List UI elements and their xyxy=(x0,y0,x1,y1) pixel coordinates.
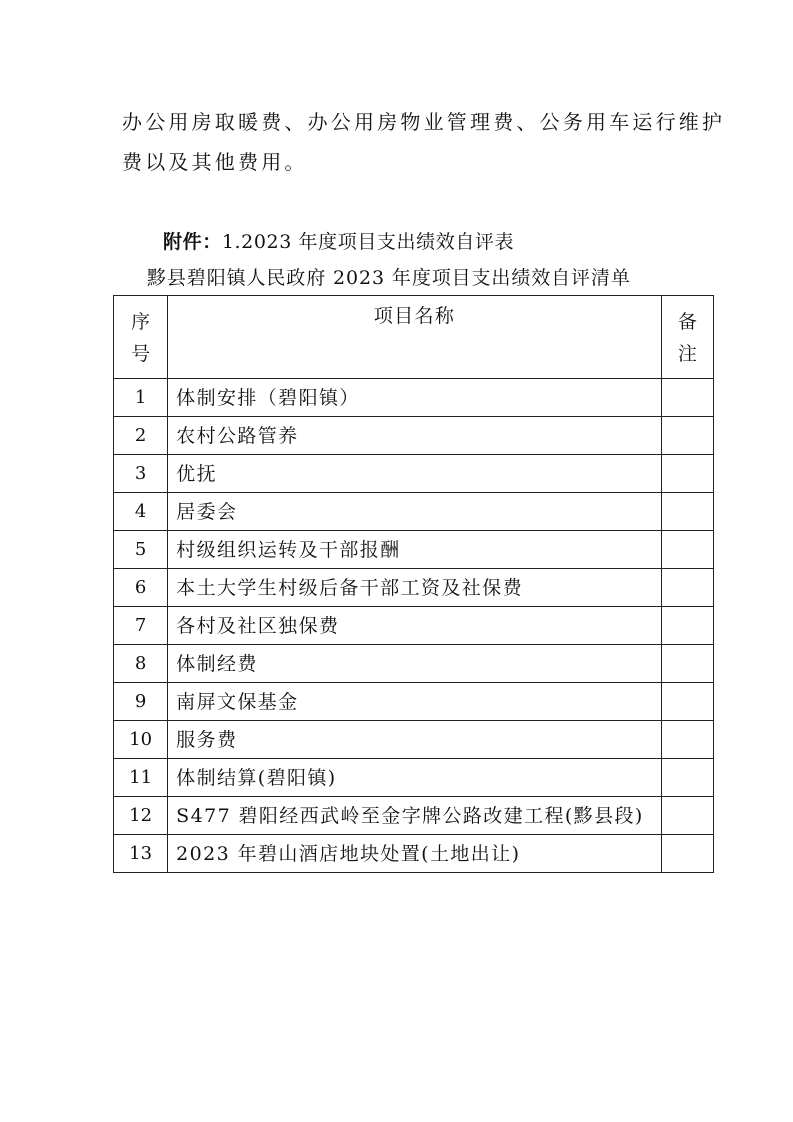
header-note-top: 备 xyxy=(677,311,697,333)
row-note-cell xyxy=(661,455,713,493)
evaluation-table xyxy=(113,295,714,873)
header-seq xyxy=(114,296,168,379)
row-note-cell xyxy=(661,493,713,531)
table-row xyxy=(114,683,714,721)
row-seq-cell: 11 xyxy=(114,759,168,797)
row-name-cell: 农村公路管养 xyxy=(168,417,662,455)
row-name-cell: S477 碧阳经西武岭至金字牌公路改建工程(黟县段) xyxy=(168,797,662,835)
table-header-row xyxy=(114,296,714,379)
table-row xyxy=(114,835,714,873)
row-note-cell xyxy=(661,683,713,721)
paragraph-line-2: 费以及其他费用。 xyxy=(122,150,308,174)
table-row xyxy=(114,607,714,645)
table-row xyxy=(114,417,714,455)
row-seq-cell: 7 xyxy=(114,607,168,645)
table-row xyxy=(114,569,714,607)
attachment-text: 1.2023 年度项目支出绩效自评表 xyxy=(221,231,515,253)
table-row xyxy=(114,531,714,569)
table-row xyxy=(114,797,714,835)
paragraph-line-1: 办公用房取暖费、办公用房物业管理费、公务用车运行维护 xyxy=(122,110,726,134)
row-seq-cell: 1 xyxy=(114,379,168,417)
row-seq-cell: 9 xyxy=(114,683,168,721)
row-seq-cell: 12 xyxy=(114,797,168,835)
row-name-cell: 村级组织运转及干部报酬 xyxy=(168,531,662,569)
row-seq-cell: 13 xyxy=(114,835,168,873)
row-name-cell: 优抚 xyxy=(168,455,662,493)
table-body xyxy=(114,379,714,873)
row-seq-cell: 4 xyxy=(114,493,168,531)
row-note-cell xyxy=(661,759,713,797)
header-note-bottom: 注 xyxy=(677,343,697,365)
row-note-cell xyxy=(661,607,713,645)
row-note-cell xyxy=(661,835,713,873)
row-seq-cell: 10 xyxy=(114,721,168,759)
table-row xyxy=(114,455,714,493)
row-note-cell xyxy=(661,417,713,455)
table-row xyxy=(114,645,714,683)
table-title: 黟县碧阳镇人民政府 2023 年度项目支出绩效自评清单 xyxy=(147,267,631,289)
row-note-cell xyxy=(661,721,713,759)
row-name-cell: 2023 年碧山酒店地块处置(土地出让) xyxy=(168,835,662,873)
header-seq-top: 序 xyxy=(131,311,151,333)
row-seq-cell: 8 xyxy=(114,645,168,683)
row-name-cell: 南屏文保基金 xyxy=(168,683,662,721)
table-row xyxy=(114,721,714,759)
row-seq-cell: 5 xyxy=(114,531,168,569)
row-name-cell: 体制经费 xyxy=(168,645,662,683)
header-name: 项目名称 xyxy=(168,296,662,379)
row-seq-cell: 6 xyxy=(114,569,168,607)
row-seq-cell: 2 xyxy=(114,417,168,455)
row-note-cell xyxy=(661,379,713,417)
row-name-cell: 体制结算(碧阳镇) xyxy=(168,759,662,797)
row-name-cell: 本土大学生村级后备干部工资及社保费 xyxy=(168,569,662,607)
row-note-cell xyxy=(661,797,713,835)
table-row xyxy=(114,493,714,531)
table-row xyxy=(114,379,714,417)
row-note-cell xyxy=(661,531,713,569)
row-seq-cell: 3 xyxy=(114,455,168,493)
attachment-line xyxy=(163,232,514,252)
row-note-cell xyxy=(661,569,713,607)
row-note-cell xyxy=(661,645,713,683)
row-name-cell: 服务费 xyxy=(168,721,662,759)
header-note xyxy=(661,296,713,379)
table-row xyxy=(114,759,714,797)
header-seq-bottom: 号 xyxy=(131,343,151,365)
row-name-cell: 体制安排（碧阳镇） xyxy=(168,379,662,417)
row-name-cell: 各村及社区独保费 xyxy=(168,607,662,645)
row-name-cell: 居委会 xyxy=(168,493,662,531)
attachment-label: 附件： xyxy=(163,231,222,253)
